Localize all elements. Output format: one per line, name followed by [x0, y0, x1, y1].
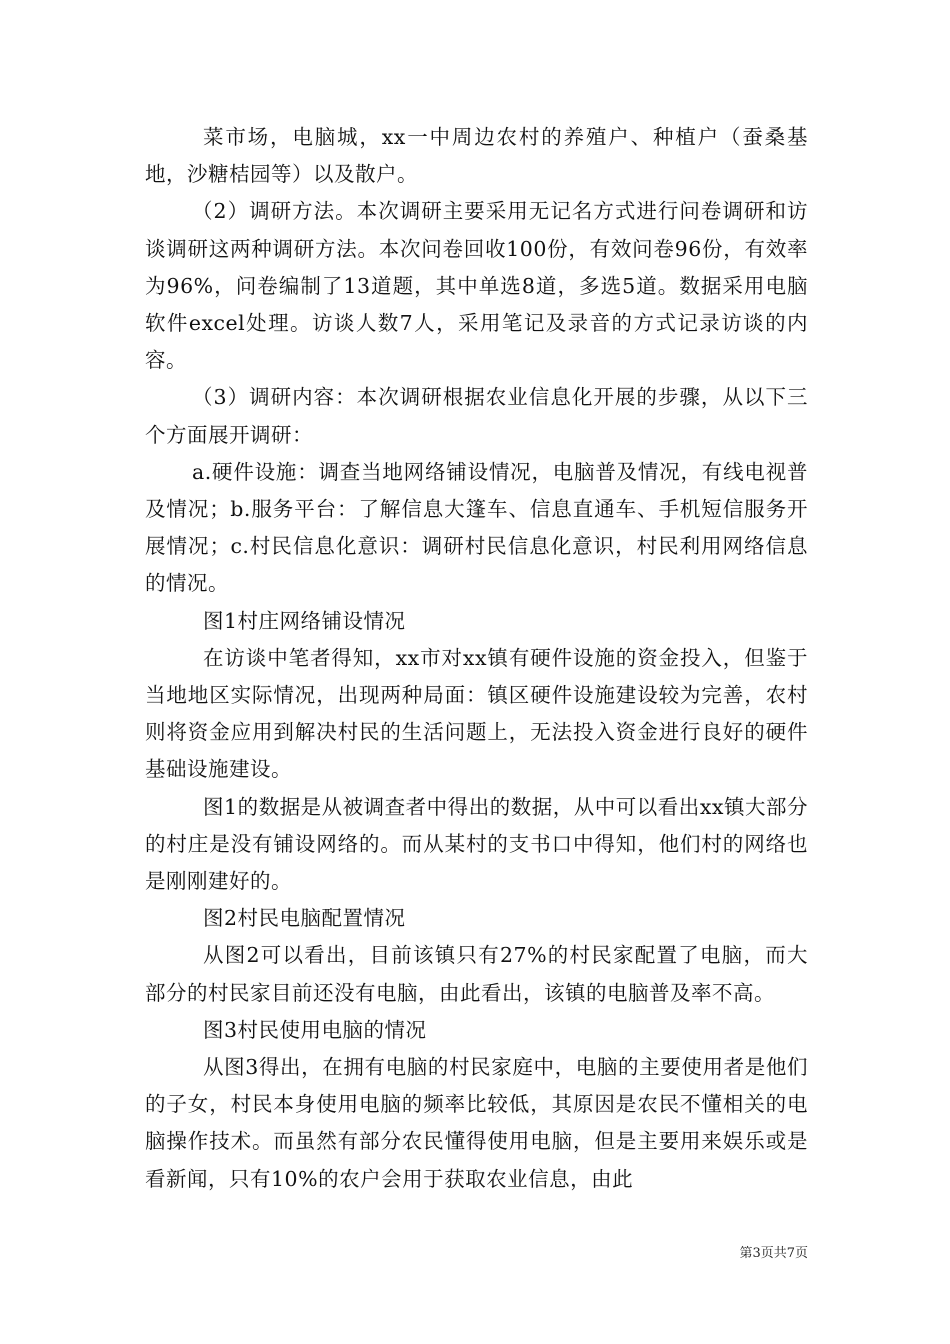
paragraph-figure-1-analysis: 图1的数据是从被调查者中得出的数据，从中可以看出xx镇大部分的村庄是没有铺设网络的。而从某村的支书口中得知，他们村的网络也是刚刚建好的。: [145, 794, 808, 894]
paragraph-figure-3-analysis: 从图3得出，在拥有电脑的村民家庭中，电脑的主要使用者是他们的子女，村民本身使用电脑的频率比较低，其原因是农民不懂相关的电脑操作技术。而虽然有部分农民懂得使用电脑，但是主要用来娱乐或是看新闻，只有10%的农户会用于获取农业信息，由此: [145, 1055, 808, 1191]
paragraph-research-content: （3）调研内容：本次调研根据农业信息化开展的步骤，从以下三个方面展开调研：: [145, 385, 808, 447]
figure-caption-1: 图1村庄网络铺设情况: [203, 608, 406, 633]
paragraph-research-items: a.硬件设施：调查当地网络铺设情况，电脑普及情况，有线电视普及情况；b.服务平台：了解信息大篷车、信息直通车、手机短信服务开展情况；c.村民信息化意识：调研村民信息化意识，村民利用网络信息的情况。: [145, 459, 808, 596]
paragraph-research-method: （2）调研方法。本次调研主要采用无记名方式进行问卷调研和访谈调研这两种调研方法。本次问卷回收100份，有效问卷96份，有效率为96%，问卷编制了13道题，其中单选8道，多选5道。数据采用电脑软件excel处理。访谈人数7人，采用笔记及录音的方式记录访谈的内容。: [145, 199, 808, 373]
document-body: [145, 119, 808, 1198]
figure-caption-2: 图2村民电脑配置情况: [203, 906, 406, 931]
paragraph-interview-findings: 在访谈中笔者得知，xx市对xx镇有硬件设施的资金投入，但鉴于当地地区实际情况，出现两种局面：镇区硬件设施建设较为完善，农村则将资金应用到解决村民的生活问题上，无法投入资金进行良好的硬件基础设施建设。: [145, 645, 808, 782]
paragraph-figure-2-analysis: 从图2可以看出，目前该镇只有27%的村民家配置了电脑，而大部分的村民家目前还没有电脑，由此看出，该镇的电脑普及率不高。: [145, 943, 808, 1005]
paragraph-intro-continued: 菜市场，电脑城，xx一中周边农村的养殖户、种植户（蚕桑基地，沙糖桔园等）以及散户。: [145, 125, 808, 187]
page-number-footer: 第3页共7页: [739, 1246, 808, 1261]
figure-caption-3: 图3村民使用电脑的情况: [203, 1017, 427, 1042]
